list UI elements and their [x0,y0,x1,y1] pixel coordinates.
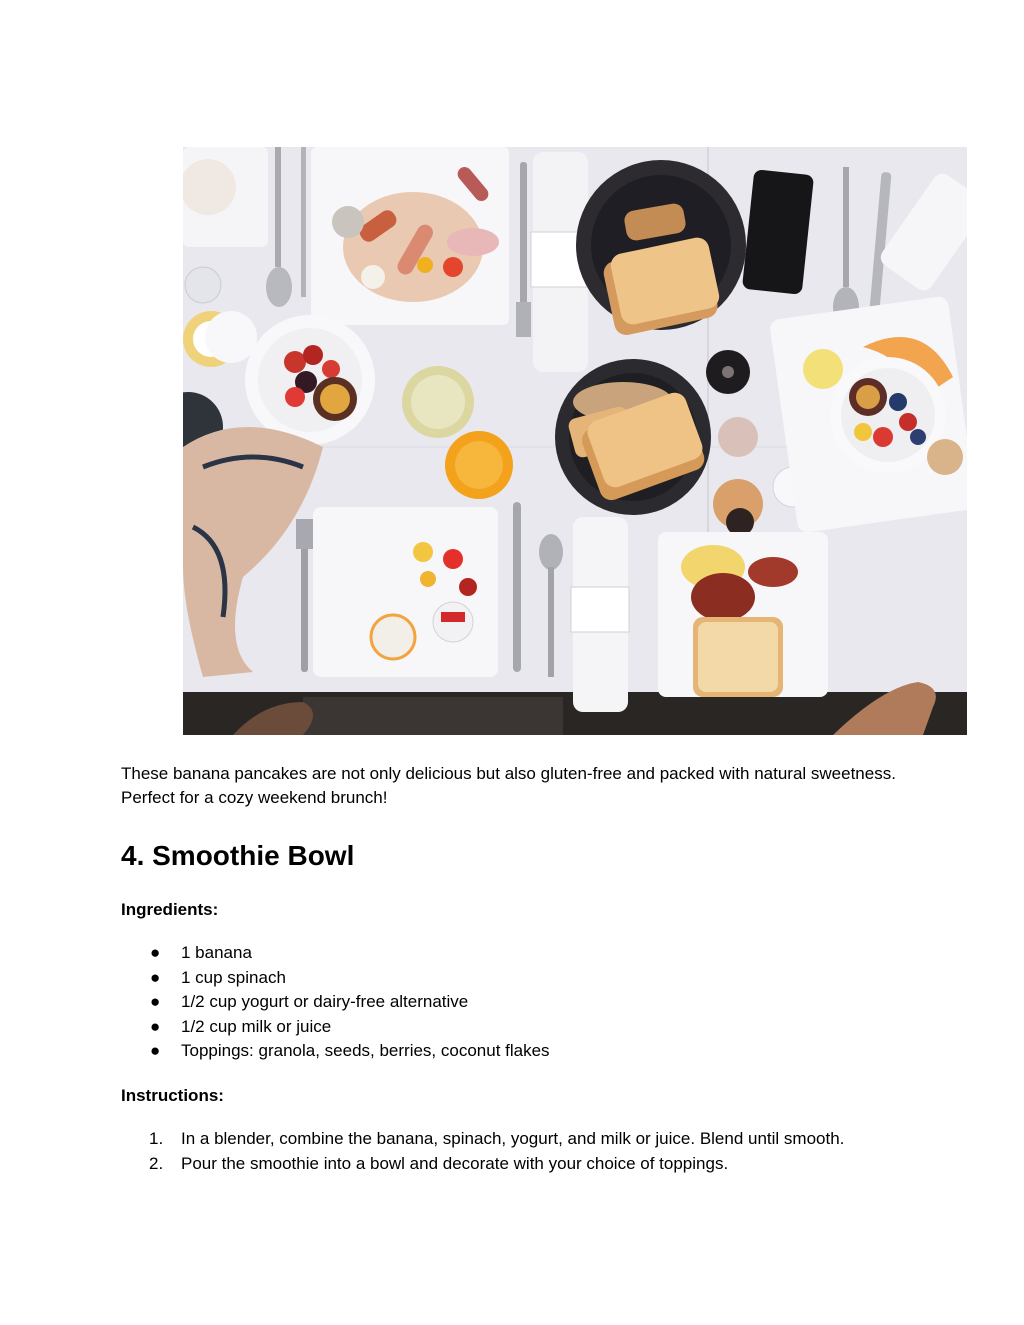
list-item: ● 1/2 cup milk or juice [121,1015,550,1040]
intro-paragraph: These banana pancakes are not only delicious but also gluten-free and packed with natural sweetness. Perfect for a cozy weekend brunch! [121,764,896,807]
step-number: 2. [149,1153,164,1173]
bullet-icon: ● [150,1041,161,1060]
instructions-heading: Instructions: [121,1086,224,1105]
ingredients-heading: Ingredients: [121,900,219,919]
breakfast-photo [183,147,967,735]
list-item: ● 1 cup spinach [121,966,550,991]
section-heading: 4. Smoothie Bowl [121,840,355,871]
bullet-icon: ● [150,967,161,987]
bullet-icon: ● [150,1016,161,1036]
list-item: 1. In a blender, combine the banana, spinach, yogurt, and milk or juice. Blend until smooth. [121,1127,844,1152]
bullet-icon: ● [150,943,161,962]
list-item: ● Toppings: granola, seeds, berries, coconut flakes [121,1039,550,1064]
list-item: ● 1/2 cup yogurt or dairy-free alternative [121,990,550,1015]
ingredients-list [121,941,550,1064]
bullet-icon: ● [150,992,161,1011]
step-number: 1. [149,1129,164,1148]
list-item: 2. Pour the smoothie into a bowl and decorate with your choice of toppings. [121,1152,844,1177]
breakfast-table-illustration [183,147,967,735]
instructions-list [121,1127,844,1176]
list-item: ● 1 banana [121,941,550,966]
